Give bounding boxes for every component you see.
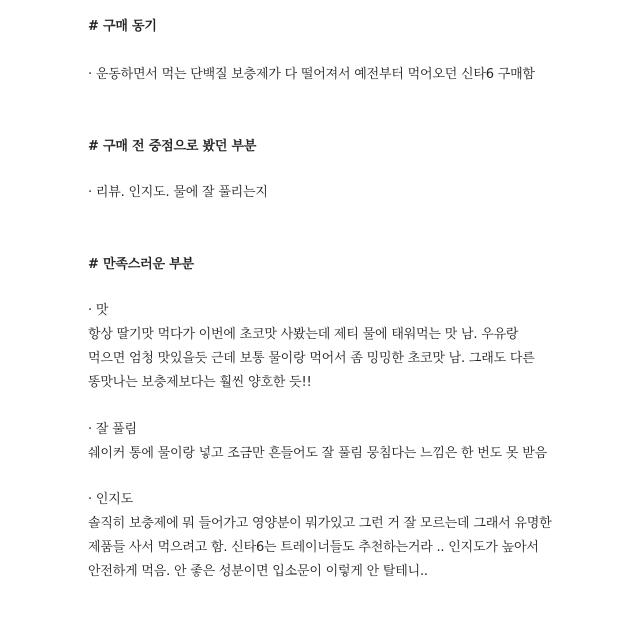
recognition-label: · 인지도 [88, 492, 133, 507]
taste-line: 항상 딸기맛 먹다가 이번에 초코맛 사봤는데 제티 물에 태워먹는 맛 남. 우유랑 [88, 327, 519, 342]
heading-purchase-motive: # 구매 동기 [88, 19, 157, 34]
heading-satisfaction: # 만족스러운 부분 [88, 257, 194, 272]
recognition-line: 안전하게 먹음. 안 좋은 성분이면 입소문이 이렇게 안 탈테니.. [88, 564, 428, 579]
taste-line: 먹으면 엄청 맛있을듯 근데 보통 물이랑 먹어서 좀 밍밍한 초코맛 남. 그래도 다른 [88, 351, 535, 366]
recognition-line: 제품들 사서 먹으려고 함. 신타6는 트레이너들도 추천하는거라 .. 인지도가 높아서 [88, 540, 539, 555]
pre-purchase-focus-text: · 리뷰. 인지도. 물에 잘 풀리는지 [88, 185, 268, 200]
heading-pre-purchase-focus: # 구매 전 중점으로 봤던 부분 [88, 139, 257, 154]
dissolve-label: · 잘 풀림 [88, 422, 137, 437]
taste-label: · 맛 [88, 303, 109, 318]
recognition-line: 솔직히 보충제에 뭐 들어가고 영양분이 뭐가있고 그런 거 잘 모르는데 그래서 유명한 [88, 516, 552, 531]
dissolve-line: 쉐이커 통에 물이랑 넣고 조금만 흔들어도 잘 풀림 뭉침다는 느낌은 한 번도 못 받음 [88, 446, 547, 461]
taste-line: 똥맛나는 보충제보다는 훨씬 양호한 듯!! [88, 375, 312, 390]
purchase-motive-text: · 운동하면서 먹는 단백질 보충제가 다 떨어져서 예전부터 먹어오던 신타6 구매함 [88, 67, 535, 82]
